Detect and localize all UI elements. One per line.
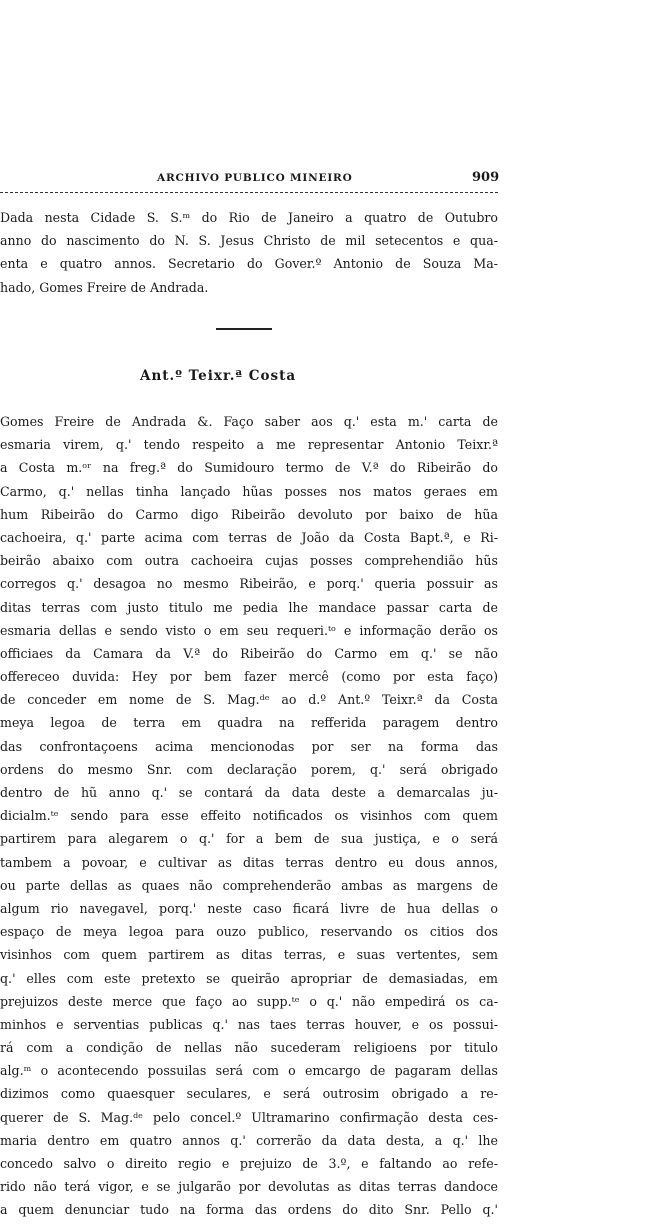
text-line: Carmo, q.' nellas tinha lançado hũas posses nos matos geraes em: [0, 483, 498, 499]
text-line: anno do nascimento do N. S. Jesus Christo de mil setecentos e qua-: [0, 233, 498, 249]
text-line: querer de S. Mag.ᵈᵉ pelo concel.º Ultramarino confirmação desta ces-: [0, 1109, 498, 1125]
text-line: corregos q.' desagoa no mesmo Ribeirão, e porq.' queria possuir as: [0, 576, 498, 592]
text-line: esmaria virem, q.' tendo respeito a me representar Antonio Teixr.ª: [0, 437, 498, 453]
paragraph-closing-grant: [0, 206, 498, 299]
running-header: [0, 170, 646, 192]
section-separator: [216, 328, 272, 330]
text-line: das confrontaçoens acima mencionodas por ser na forma das: [0, 738, 498, 754]
text-line: espaço de meya legoa para ouzo publico, reservando os citios dos: [0, 924, 498, 940]
text-line: enta e quatro annos. Secretario do Gover.º Antonio de Souza Ma-: [0, 256, 498, 272]
text-line: prejuizos deste merce que faço ao supp.ᵗᵉ o q.' não empedirá os ca-: [0, 993, 498, 1009]
text-line: maria dentro em quatro annos q.' correrão da data desta, a q.' lhe: [0, 1132, 498, 1148]
text-line: partirem para alegarem o q.' for a bem de sua justiça, e o será: [0, 831, 498, 847]
text-line: visinhos com quem partirem as ditas terras, e suas vertentes, sem: [0, 947, 498, 963]
page-number: 909: [472, 170, 500, 185]
text-line: Gomes Freire de Andrada &. Faço saber aos q.' esta m.' carta de: [0, 414, 498, 429]
text-line: minhos e serventias publicas q.' nas taes terras houver, e os possui-: [0, 1016, 498, 1032]
text-line: cachoeira, q.' parte acima com terras de João da Costa Bapt.ª, e Ri-: [0, 529, 498, 545]
text-line: a Costa m.ᵒʳ na freg.ª do Sumidouro termo de V.ª do Ribeirão do: [0, 460, 498, 476]
text-line: offereceo duvida: Hey por bem fazer mercê (como por esta faço): [0, 669, 498, 685]
header-title: ARCHIVO PUBLICO MINEIRO: [157, 172, 353, 184]
text-line: dizimos como quaesquer seculares, e será outrosim obrigado a re-: [0, 1086, 498, 1102]
text-line: de conceder em nome de S. Mag.ᵈᵉ ao d.º Ant.º Teixr.ª da Costa: [0, 692, 498, 708]
text-line: beirão abaixo com outra cachoeira cujas posses comprehendião hũs: [0, 553, 498, 569]
text-line: concedo salvo o direito regio e prejuizo de 3.º, e faltando ao refe-: [0, 1156, 498, 1171]
text-line: hado, Gomes Freire de Andrada.: [0, 279, 209, 295]
text-line: dicialm.ᵗᵉ sendo para esse effeito notificados os visinhos com quem: [0, 808, 498, 824]
text-line: Dada nesta Cidade S. S.ᵐ do Rio de Janeiro a quatro de Outubro: [0, 210, 498, 225]
text-line: dentro de hũ anno q.' se contará da data deste a demarcalas ju-: [0, 785, 498, 800]
text-line: meya legoa de terra em quadra na refferida paragem dentro: [0, 715, 498, 731]
section-title: Ant.º Teixr.ª Costa: [140, 368, 297, 384]
text-line: q.' elles com este pretexto se queirão apropriar de demasiadas, em: [0, 970, 498, 986]
text-line: esmaria dellas e sendo visto o em seu requeri.ᵗᵒ e informação derão os: [0, 622, 498, 638]
text-line: ordens do mesmo Snr. com declaração porem, q.' será obrigado: [0, 761, 498, 777]
text-line: a quem denunciar tudo na forma das ordens do dito Snr. Pello q.': [0, 1202, 498, 1218]
paragraph-grant-text: [0, 410, 498, 1222]
text-line: rá com a condição de nellas não sucederam religioens por titulo: [0, 1040, 498, 1056]
text-line: rido não terá vigor, e se julgarão por devolutas as ditas terras dandoce: [0, 1179, 498, 1195]
text-line: alg.ᵐ o acontecendo possuilas será com o emcargo de pagaram dellas: [0, 1063, 498, 1079]
text-line: tambem a povoar, e cultivar as ditas terras dentro eu dous annos,: [0, 854, 498, 870]
header-rule: [0, 192, 498, 193]
text-line: officiaes da Camara da V.ª do Ribeirão do Carmo em q.' se não: [0, 645, 498, 661]
text-line: algum rio navegavel, porq.' neste caso ficará livre de hua dellas o: [0, 900, 498, 916]
text-line: ou parte dellas as quaes não comprehenderão ambas as margens de: [0, 877, 498, 893]
text-line: hum Ribeirão do Carmo digo Ribeirão devoluto por baixo de hũa: [0, 506, 498, 522]
text-line: ditas terras com justo titulo me pedia lhe mandace passar carta de: [0, 599, 498, 615]
